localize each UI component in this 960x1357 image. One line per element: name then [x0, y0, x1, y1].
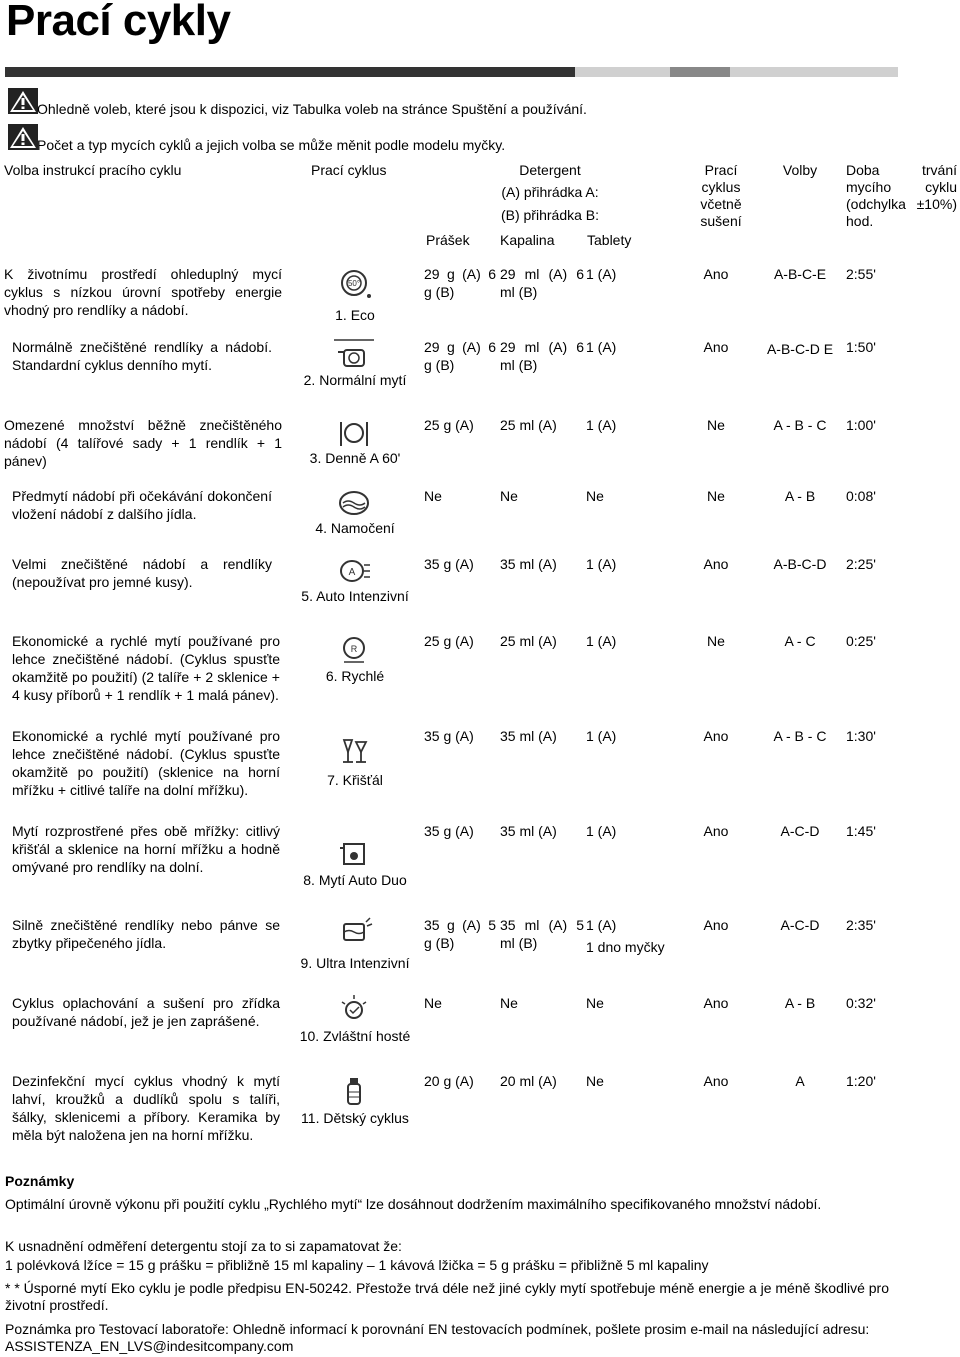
drying-flag: Ano	[703, 1073, 729, 1089]
cycle-instructions: Předmytí nádobí při očekávání dokončení vložení nádobí z dalšího jídla.	[12, 488, 272, 522]
tablets-dose: 1 (A)	[586, 556, 617, 572]
drying-flag: Ano	[703, 917, 729, 933]
cycle-name: 10. Zvláštní hosté	[299, 1028, 411, 1044]
cycle-name: 6. Rychlé	[325, 668, 385, 684]
cycle-name: 1. Eco	[335, 307, 375, 323]
cycle-duration: 0:25'	[846, 633, 876, 649]
cycle-duration: 2:25'	[846, 556, 876, 572]
tablets-dose: 1 (A)	[586, 633, 617, 649]
cycle-options: A - B	[784, 488, 816, 504]
cycle-options: A-B-C-D E	[766, 341, 834, 357]
warning-icon	[8, 124, 38, 150]
powder-dose: Ne	[424, 995, 442, 1011]
header-instructions: Volba instrukcí pracího cyklu	[4, 162, 182, 178]
cycle-instructions: Silně znečištěné rendlíky nebo pánve se zbytky připečeného jídla.	[12, 917, 280, 951]
cycle-name: 8. Mytí Auto Duo	[303, 872, 407, 888]
liquid-dose: Ne	[500, 995, 518, 1011]
powder-dose: Ne	[424, 488, 442, 504]
cycle-options: A-B-C-E	[773, 266, 827, 282]
notes-heading: Poznámky	[5, 1173, 75, 1189]
cycle-options: A	[795, 1073, 805, 1089]
warning-icon	[8, 88, 38, 114]
tablets-dose: 1 (A)	[586, 266, 617, 282]
drying-flag: Ne	[707, 417, 725, 433]
header-detergent-a: (A) přihrádka A:	[501, 184, 599, 200]
header-detergent: Detergent	[519, 162, 581, 178]
cycle-duration: 2:35'	[846, 917, 876, 933]
cycle-duration: 0:08'	[846, 488, 876, 504]
powder-dose: 29 g (A) 6 g (B)	[424, 266, 496, 300]
header-liquid: Kapalina	[500, 232, 555, 248]
title-underline-bar	[5, 67, 898, 77]
warning-text: Počet a typ mycích cyklů a jejich volba se může měnit podle modelu myčky.	[37, 137, 506, 153]
cycle-name: 3. Denně A 60'	[309, 450, 401, 466]
powder-dose: 35 g (A)	[424, 823, 474, 839]
eco-50-icon	[334, 265, 374, 299]
svg-text:R: R	[350, 644, 358, 654]
header-tablets: Tablety	[587, 232, 632, 248]
tablets-dose: 1 (A)	[586, 917, 617, 933]
plate-cutlery-icon	[334, 416, 374, 450]
auto-duo-icon	[334, 836, 374, 870]
cycle-duration: 2:55'	[846, 266, 876, 282]
cycle-duration: 1:30'	[846, 728, 876, 744]
powder-dose: 25 g (A)	[424, 417, 474, 433]
cycle-name: 11. Dětský cyklus	[301, 1110, 409, 1126]
powder-dose: 35 g (A)	[424, 728, 474, 744]
tablets-dose: 1 (A)	[586, 823, 617, 839]
baby-bottle-icon	[334, 1074, 374, 1108]
auto-intensive-icon	[334, 553, 374, 587]
liquid-dose: 35 ml (A)	[500, 556, 557, 572]
liquid-dose: 25 ml (A)	[500, 633, 557, 649]
cycle-options: A - B	[784, 995, 816, 1011]
header-duration: Doba trvání mycího cyklu (odchylka ±10%) hod.	[846, 162, 957, 229]
crystal-glasses-icon	[334, 734, 374, 768]
liquid-dose: 35 ml (A) 5 ml (B)	[500, 917, 584, 951]
rapid-icon	[334, 632, 374, 666]
page-title: Prací cykly	[6, 0, 231, 45]
cycle-duration: 0:32'	[846, 995, 876, 1011]
cycle-duration: 1:45'	[846, 823, 876, 839]
tablets-dose: 1 (A)	[586, 339, 617, 355]
powder-dose: 35 g (A)	[424, 556, 474, 572]
cycle-instructions: Ekonomické a rychlé mytí používané pro lehce znečištěné nádobí. (Cyklus spusťte okamžitě po použití) (2 talíře + 2 sklenice + 4 kusy příborů + 1 rendlík + 1 malá pánev).	[12, 633, 280, 703]
drying-flag: Ano	[703, 728, 729, 744]
cycle-instructions: Normálně znečištěné rendlíky a nádobí. Standardní cyklus denního mytí.	[12, 339, 272, 373]
drying-flag: Ano	[703, 995, 729, 1011]
drying-flag: Ano	[703, 339, 729, 355]
cycle-options: A-C-D	[780, 917, 820, 933]
cycle-instructions: Ekonomické a rychlé mytí používané pro lehce znečištěné nádobí. (Cyklus spusťte okamžitě po použití) (sklenice na horní mřížku + citlivé talíře na dolní mřížku).	[12, 728, 280, 798]
svg-text:50°: 50°	[347, 279, 361, 288]
cycle-options: A - C	[784, 633, 816, 649]
cycle-instructions: Cyklus oplachování a sušení pro zřídka používané nádobí, jež je jen zaprášené.	[12, 995, 280, 1029]
cycle-options: A - B - C	[773, 728, 827, 744]
soak-icon	[334, 485, 374, 519]
liquid-dose: 20 ml (A)	[500, 1073, 557, 1089]
powder-dose: 25 g (A)	[424, 633, 474, 649]
cycle-options: A-C-D	[780, 823, 820, 839]
header-drying: Prací cyklus včetně sušení	[700, 162, 742, 229]
powder-dose: 35 g (A) 5 g (B)	[424, 917, 496, 951]
cycle-instructions: Mytí rozprostřené přes obě mřížky: citlivý křišťál a sklenice na horní mřížku a hodně omývané pro rendlíky na dolní.	[12, 823, 280, 875]
header-cycle: Prací cyklus	[311, 162, 387, 178]
drying-flag: Ne	[707, 488, 725, 504]
cycle-name: 7. Křišťál	[327, 772, 383, 788]
liquid-dose: 29 ml (A) 6 ml (B)	[500, 266, 584, 300]
cycle-instructions: Dezinfekční mycí cyklus vhodný k mytí lahví, kroužků a dudlíků spolu s talíři, šálky, sklenicemi a příbory. Keramika by měla být naložena jen na horní mřížku.	[12, 1073, 280, 1143]
drying-flag: Ano	[703, 266, 729, 282]
drying-flag: Ano	[703, 823, 729, 839]
cycle-duration: 1:00'	[846, 417, 876, 433]
note-line: * * Úsporné mytí Eko cyklu je podle předpisu EN-50242. Přestože trvá déle než jiné cykly mytí spotřebuje méně energie a je méně škodlivé pro životní prostředí.	[5, 1280, 890, 1313]
note-line: Optimální úrovně výkonu při použití cyklu „Rychlého mytí“ lze dosáhnout dodržením maximálního specifikovaného množství nádobí.	[5, 1196, 822, 1212]
warning-text: Ohledně voleb, které jsou k dispozici, viz Tabulka voleb na stránce Spuštění a používání.	[37, 101, 587, 117]
cycle-name: 5. Auto Intenzivní	[301, 588, 409, 604]
cycle-options: A - B - C	[773, 417, 827, 433]
tablets-dose: 1 (A)	[586, 417, 617, 433]
liquid-dose: 25 ml (A)	[500, 417, 557, 433]
drying-flag: Ne	[707, 633, 725, 649]
liquid-dose: Ne	[500, 488, 518, 504]
drying-flag: Ano	[703, 556, 729, 572]
powder-dose: 29 g (A) 6 g (B)	[424, 339, 496, 373]
cycle-duration: 1:50'	[846, 339, 876, 355]
cycle-name: 9. Ultra Intenzivní	[300, 955, 410, 971]
header-options: Volby	[782, 162, 818, 178]
tablets-dose-extra: 1 dno myčky	[586, 939, 665, 955]
note-line: Poznámka pro Testovací laboratoře: Ohledně informací k porovnání EN testovacích podmínek, pošlete prosim e-mail na následující adresu: ASSISTENZA_EN_LVS@indesitcompany.com	[5, 1321, 870, 1354]
tablets-dose: Ne	[586, 995, 604, 1011]
cycle-name: 2. Normální mytí	[303, 372, 407, 388]
pot-icon	[334, 338, 374, 372]
note-line: 1 polévková lžíce = 15 g prášku = přibližně 15 ml kapaliny – 1 kávová lžička = 5 g prášku = přibližně 5 ml kapaliny	[5, 1257, 709, 1273]
cycle-instructions: K životnímu prostředí ohleduplný mycí cyklus s nízkou úrovní spotřeby energie vhodný pro rendlíky a nádobí.	[4, 266, 282, 318]
tablets-dose: Ne	[586, 488, 604, 504]
svg-text:A: A	[348, 567, 356, 578]
liquid-dose: 29 ml (A) 6 ml (B)	[500, 339, 584, 373]
special-guests-icon	[334, 992, 374, 1026]
ultra-intensive-icon	[334, 914, 374, 948]
note-line: K usnadnění odměření detergentu stojí za to si zapamatovat že:	[5, 1238, 402, 1254]
header-powder: Prášek	[426, 232, 470, 248]
liquid-dose: 35 ml (A)	[500, 728, 557, 744]
cycle-name: 4. Namočení	[315, 520, 395, 536]
header-detergent-b: (B) přihrádka B:	[500, 207, 600, 223]
cycle-options: A-B-C-D	[773, 556, 827, 572]
cycle-instructions: Velmi znečištěné nádobí a rendlíky (nepoužívat pro jemné kusy).	[12, 556, 272, 590]
cycle-duration: 1:20'	[846, 1073, 876, 1089]
tablets-dose: 1 (A)	[586, 728, 617, 744]
powder-dose: 20 g (A)	[424, 1073, 474, 1089]
cycle-instructions: Omezené množství běžně znečištěného nádobí (4 talířové sady + 1 rendlík + 1 pánev)	[4, 417, 282, 469]
liquid-dose: 35 ml (A)	[500, 823, 557, 839]
tablets-dose: Ne	[586, 1073, 604, 1089]
